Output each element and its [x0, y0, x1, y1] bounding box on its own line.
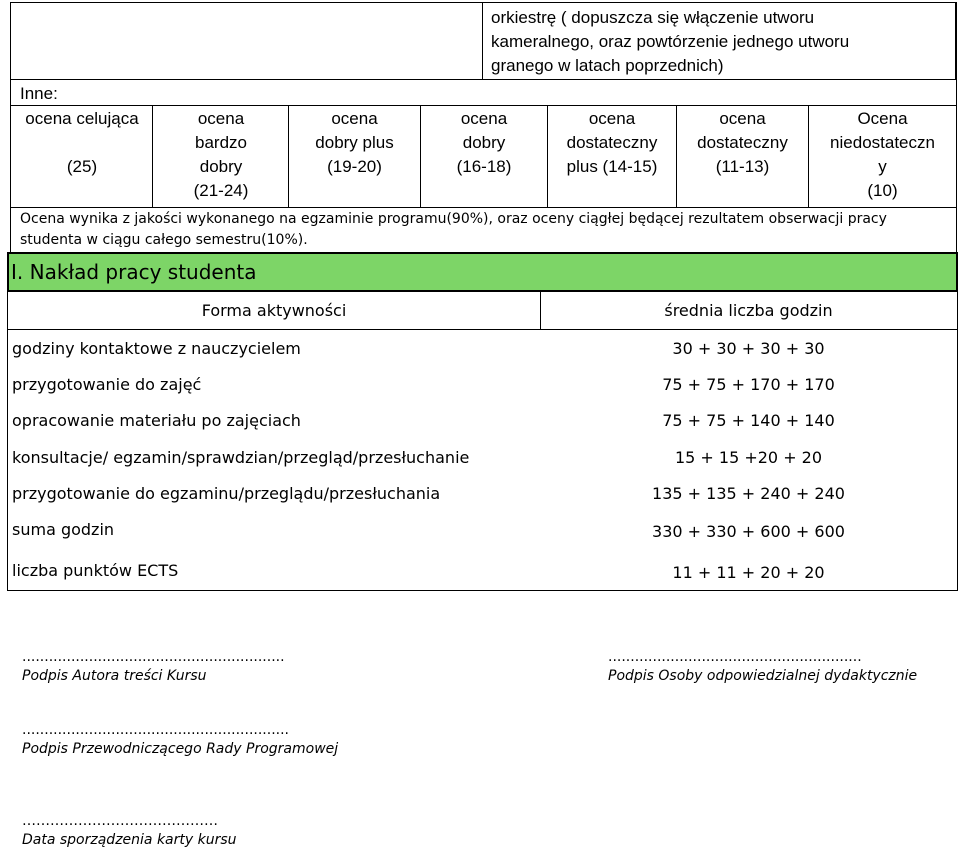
top-note-line: granego w latach poprzednich)	[491, 56, 724, 75]
signature-author	[22, 648, 442, 686]
grade-dostateczny-plus: ocena dostateczny plus (14-15)	[566, 109, 658, 176]
grade-celujaca: ocena celująca (25)	[25, 109, 139, 176]
workload-row-value: 15 + 15 +20 + 20	[674, 448, 823, 467]
signature-didactics	[608, 648, 953, 686]
workload-row-value: 11 + 11 + 20 + 20	[672, 563, 825, 582]
signature-dots: ……………………………………	[22, 813, 218, 829]
grade-niedostateczny: Ocena niedostateczn y (10)	[830, 109, 935, 200]
workload-row-label: liczba punktów ECTS	[12, 561, 179, 580]
top-note-text	[491, 6, 951, 78]
table-border	[10, 2, 11, 252]
workload-row-value: 135 + 135 + 240 + 240	[652, 484, 845, 503]
header-activity: Forma aktywności	[201, 301, 347, 320]
table-border	[10, 79, 957, 80]
workload-row-value: 330 + 330 + 600 + 600	[652, 522, 845, 541]
workload-row-value: 75 + 75 + 140 + 140	[662, 411, 835, 430]
signature-dots: ...........................................................	[22, 649, 285, 665]
signature-dots: ............................................................	[22, 722, 290, 738]
top-note-line: kameralnego, oraz powtórzenie jednego utworu	[491, 32, 850, 51]
grading-note: Ocena wynika z jakości wykonanego na egzaminie programu(90%), oraz oceny ciągłej będącej rezultatem obserwacji pracy studenta w ciągu całego semestru(10%).	[20, 211, 887, 248]
workload-row-label: konsultacje/ egzamin/sprawdzian/przegląd/przesłuchanie	[12, 448, 470, 467]
grade-bardzo-dobry: ocena bardzo dobry (21-24)	[193, 109, 249, 200]
header-bottom	[7, 329, 958, 330]
table-border	[10, 2, 957, 3]
signature-date	[22, 812, 442, 850]
workload-row-label: suma godzin	[12, 520, 115, 539]
workload-table	[7, 292, 958, 591]
grade-dobry: ocena dobry (16-18)	[456, 109, 512, 176]
signature-label: Podpis Przewodniczącego Rady Programowej	[22, 741, 339, 757]
section-heading: I. Nakład pracy studenta	[11, 260, 257, 284]
signature-label: Podpis Autora treści Kursu	[22, 668, 207, 684]
workload-row-value: 30 + 30 + 30 + 30	[672, 339, 825, 358]
grade-dobry-plus: ocena dobry plus (19-20)	[315, 109, 394, 176]
signature-council	[22, 721, 442, 759]
header-hours: średnia liczba godzin	[664, 301, 833, 320]
workload-row-label: przygotowanie do egzaminu/przeglądu/przesłuchania	[12, 484, 441, 503]
workload-row-label: opracowanie materiału po zajęciach	[12, 411, 301, 430]
top-note-line: orkiestrę ( dopuszcza się włączenie utworu	[491, 8, 815, 27]
inne-label: Inne:	[20, 84, 58, 103]
workload-row-value: 75 + 75 + 170 + 170	[662, 375, 835, 394]
signature-label: Podpis Osoby odpowiedzialnej dydaktycznie	[608, 668, 918, 684]
workload-row-label: godziny kontaktowe z nauczycielem	[12, 339, 301, 358]
signature-label: Data sporządzenia karty kursu	[22, 832, 237, 848]
grade-row-bottom	[10, 207, 957, 208]
grade-dostateczny: ocena dostateczny (11-13)	[697, 109, 788, 176]
signature-dots: .........................................................	[608, 649, 862, 665]
table-border	[956, 2, 957, 252]
workload-row-label: przygotowanie do zajęć	[12, 375, 202, 394]
